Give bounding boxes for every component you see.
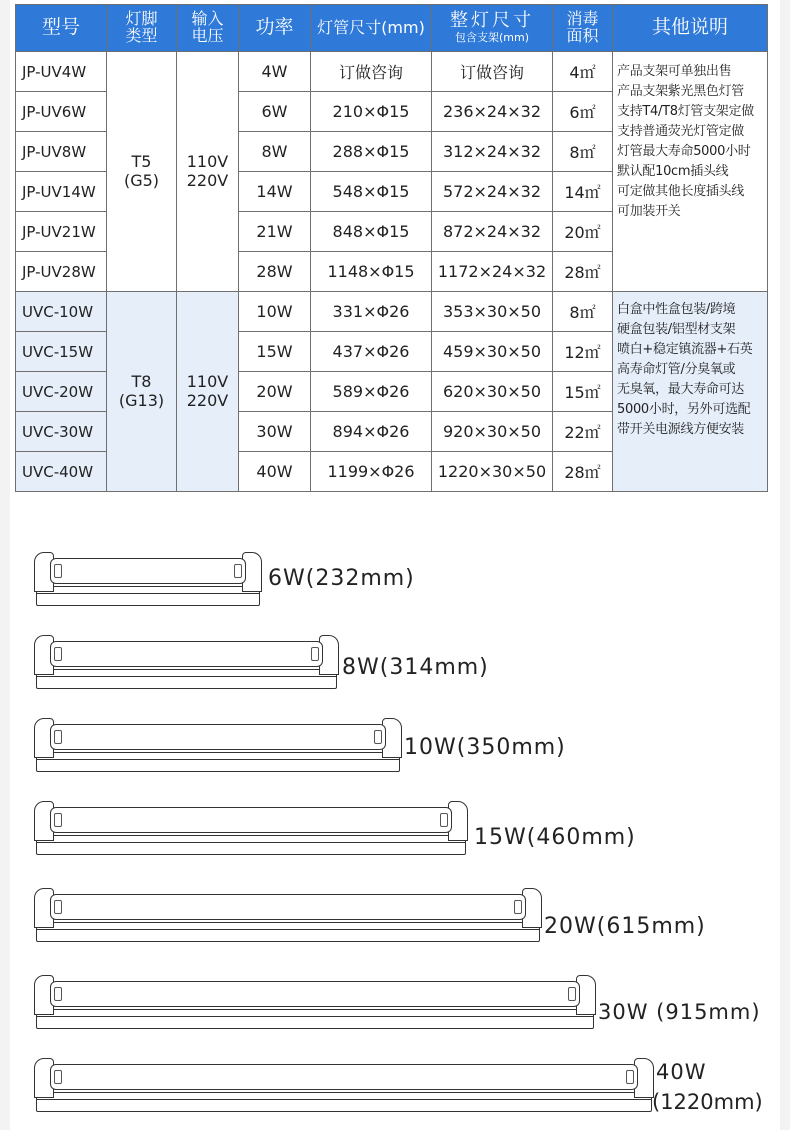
- tube-label-40w: 40W: [656, 1060, 707, 1084]
- cell-lamp-size: 236×24×32: [432, 92, 553, 132]
- note-line: 支持普通荧光灯管定做: [617, 124, 745, 139]
- tube-diagram-8w: [34, 633, 339, 691]
- cell-tube-size: 848×Φ15: [311, 212, 432, 252]
- note-line: 喷白+稳定镇流器+石英: [617, 342, 753, 357]
- cell-lamp-size: 620×30×50: [432, 372, 553, 412]
- header-notes: 其他说明: [613, 5, 768, 52]
- header-lamp-size-sub: 包含支架(mm): [454, 31, 529, 45]
- note-line: 产品支架可单独出售: [617, 64, 732, 79]
- cell-tube-size: 331×Φ26: [311, 292, 432, 332]
- tube-label-40w-length: (1220mm): [652, 1090, 763, 1114]
- cell-area: 20㎡: [553, 212, 613, 252]
- cell-model: UVC-30W: [16, 412, 107, 452]
- note-line: 高寿命灯管/分臭氧或: [617, 362, 736, 377]
- tube-glass: [50, 981, 580, 1007]
- tube-diagram-6w: [34, 550, 262, 608]
- cell-voltage: [177, 292, 239, 492]
- tube-glass: [50, 558, 246, 584]
- header-model: 型号: [16, 5, 107, 52]
- cell-tube-size: 288×Φ15: [311, 132, 432, 172]
- cell-power: 21W: [239, 212, 311, 252]
- cell-area: 15㎡: [553, 372, 613, 412]
- cell-area: 22㎡: [553, 412, 613, 452]
- cell-power: 14W: [239, 172, 311, 212]
- tube-diagram-15w: [34, 799, 468, 857]
- note-line: 可加装开关: [617, 204, 681, 219]
- base-type-line1: T8: [131, 372, 152, 392]
- tube-label-10w: 10W(350mm): [404, 735, 566, 760]
- cell-lamp-size: 920×30×50: [432, 412, 553, 452]
- cell-area: 8㎡: [553, 132, 613, 172]
- cell-area: 28㎡: [553, 452, 613, 492]
- header-base-type: [107, 5, 177, 52]
- cell-notes: [613, 292, 768, 492]
- cell-power: 8W: [239, 132, 311, 172]
- tube-bracket: [36, 752, 400, 772]
- tube-glass: [50, 641, 323, 667]
- tube-glass: [50, 1064, 638, 1090]
- voltage-line1: 110V: [186, 372, 229, 392]
- cell-power: 4W: [239, 52, 311, 92]
- cell-area: 28㎡: [553, 252, 613, 292]
- header-area: [553, 5, 613, 52]
- header-lamp-size-main: 整灯尺寸: [450, 10, 534, 32]
- cell-model: UVC-20W: [16, 372, 107, 412]
- cell-model: JP-UV6W: [16, 92, 107, 132]
- cell-lamp-size: 1220×30×50: [432, 452, 553, 492]
- voltage-line2: 220V: [186, 390, 229, 410]
- cell-model: UVC-15W: [16, 332, 107, 372]
- note-line: 白盒中性盒包装/跨境: [617, 302, 736, 317]
- cell-tube-size: 订做咨询: [311, 52, 432, 92]
- cell-power: 6W: [239, 92, 311, 132]
- cell-lamp-size: 572×24×32: [432, 172, 553, 212]
- header-voltage: [177, 5, 239, 52]
- cell-model: JP-UV21W: [16, 212, 107, 252]
- cell-area: 6㎡: [553, 92, 613, 132]
- tube-diagram-40w: [34, 1056, 654, 1114]
- cell-power: 10W: [239, 292, 311, 332]
- tube-diagram-10w: [34, 716, 402, 774]
- tube-bracket: [36, 922, 540, 942]
- header-base-type-line1: 灯脚: [125, 9, 158, 29]
- tube-glass: [50, 894, 526, 920]
- cell-lamp-size: 1172×24×32: [432, 252, 553, 292]
- cell-notes: [613, 52, 768, 292]
- tube-bracket: [36, 835, 466, 855]
- cell-tube-size: 1199×Φ26: [311, 452, 432, 492]
- cell-tube-size: 210×Φ15: [311, 92, 432, 132]
- note-line: 支持T4/T8灯管支架定做: [617, 104, 754, 119]
- tube-diagram-20w: [34, 886, 542, 944]
- cell-base-type: [107, 292, 177, 492]
- cell-tube-size: 548×Φ15: [311, 172, 432, 212]
- header-base-type-line2: 类型: [125, 26, 158, 45]
- cell-power: 30W: [239, 412, 311, 452]
- cell-model: JP-UV28W: [16, 252, 107, 292]
- header-voltage-line1: 输入: [191, 9, 224, 29]
- cell-voltage: [177, 52, 239, 292]
- note-line: 产品支架紫光黑色灯管: [617, 84, 745, 99]
- base-type-line1: T5: [131, 152, 152, 172]
- voltage-line2: 220V: [186, 170, 229, 190]
- note-line: 硬盒包装/铝型材支架: [617, 322, 736, 337]
- header-row: [16, 5, 768, 52]
- cell-power: 28W: [239, 252, 311, 292]
- tube-label-8w: 8W(314mm): [342, 655, 489, 680]
- tube-label-30w: 30W (915mm): [598, 1000, 761, 1024]
- cell-area: 8㎡: [553, 292, 613, 332]
- note-line: 5000小时，另外可选配: [617, 402, 751, 417]
- group-t5: [16, 52, 768, 292]
- table-row: [16, 292, 768, 332]
- cell-tube-size: 1148×Φ15: [311, 252, 432, 292]
- cell-model: UVC-10W: [16, 292, 107, 332]
- group-t8: [16, 292, 768, 492]
- cell-area: 12㎡: [553, 332, 613, 372]
- table-row: [16, 52, 768, 92]
- cell-model: JP-UV14W: [16, 172, 107, 212]
- note-line: 带开关电源线方便安装: [617, 422, 745, 437]
- base-type-line2: (G13): [118, 390, 165, 410]
- tube-label-20w: 20W(615mm): [544, 914, 706, 939]
- cell-lamp-size: 订做咨询: [432, 52, 553, 92]
- base-type-line2: (G5): [123, 170, 160, 190]
- note-line: 灯管最大寿命5000小时: [617, 144, 751, 159]
- header-power: 功率: [239, 5, 311, 52]
- tube-label-6w: 6W(232mm): [268, 566, 415, 591]
- tube-label-15w: 15W(460mm): [474, 825, 636, 850]
- spec-table: [15, 4, 768, 492]
- header-tube-size: 灯管尺寸(mm): [311, 5, 432, 52]
- cell-base-type: [107, 52, 177, 292]
- cell-lamp-size: 312×24×32: [432, 132, 553, 172]
- header-lamp-size: [432, 5, 553, 52]
- voltage-line1: 110V: [186, 152, 229, 172]
- cell-tube-size: 589×Φ26: [311, 372, 432, 412]
- cell-power: 15W: [239, 332, 311, 372]
- header-area-line1: 消毒: [566, 9, 599, 29]
- tube-bracket: [36, 669, 337, 689]
- cell-model: UVC-40W: [16, 452, 107, 492]
- tube-bracket: [36, 586, 260, 606]
- cell-tube-size: 894×Φ26: [311, 412, 432, 452]
- header-voltage-line2: 电压: [191, 26, 224, 45]
- cell-lamp-size: 459×30×50: [432, 332, 553, 372]
- cell-power: 20W: [239, 372, 311, 412]
- tube-glass: [50, 724, 386, 750]
- cell-area: 4㎡: [553, 52, 613, 92]
- cell-lamp-size: 353×30×50: [432, 292, 553, 332]
- tube-diagram-30w: [34, 973, 596, 1031]
- note-line: 默认配10cm插头线: [617, 164, 729, 179]
- cell-lamp-size: 872×24×32: [432, 212, 553, 252]
- cell-area: 14㎡: [553, 172, 613, 212]
- tube-glass: [50, 807, 452, 833]
- cell-power: 40W: [239, 452, 311, 492]
- product-page: [10, 0, 780, 1130]
- cell-tube-size: 437×Φ26: [311, 332, 432, 372]
- header-area-line2: 面积: [566, 26, 599, 45]
- tube-bracket: [36, 1092, 652, 1112]
- cell-model: JP-UV8W: [16, 132, 107, 172]
- note-line: 可定做其他长度插头线: [617, 184, 745, 199]
- note-line: 无臭氧，最大寿命可达: [617, 382, 745, 397]
- cell-model: JP-UV4W: [16, 52, 107, 92]
- tube-bracket: [36, 1009, 594, 1029]
